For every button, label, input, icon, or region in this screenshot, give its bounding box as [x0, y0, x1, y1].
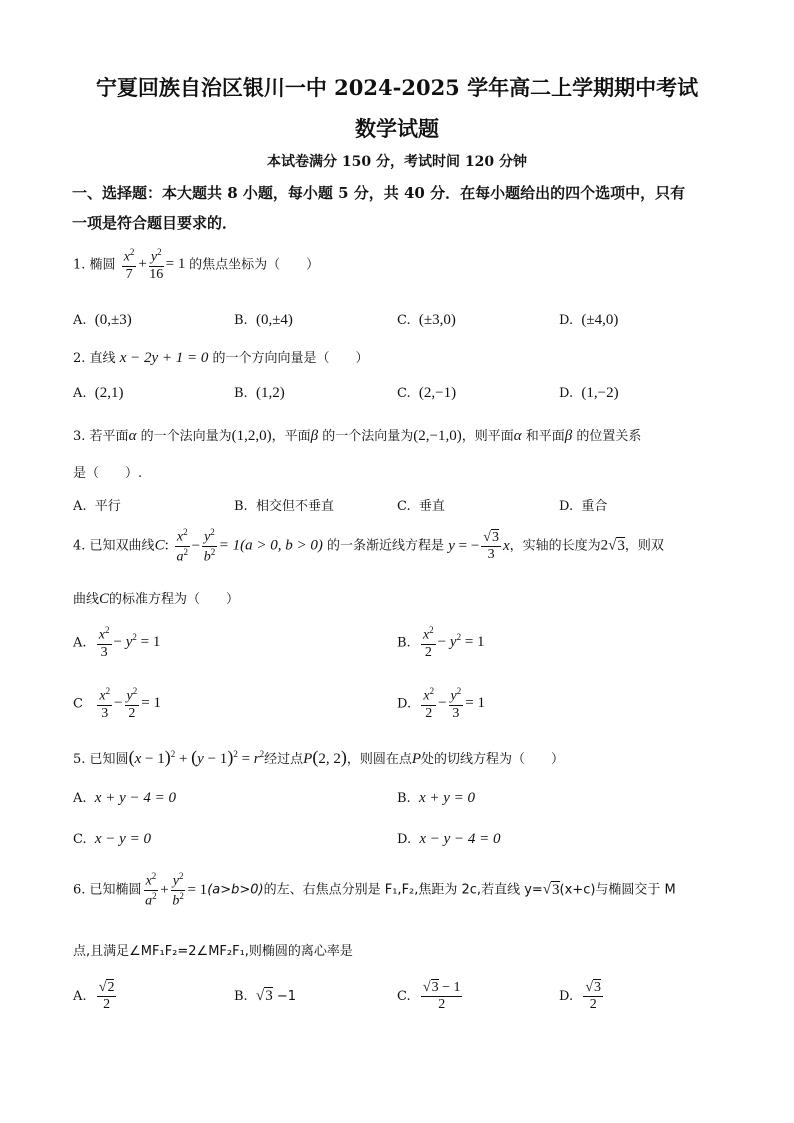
question-1 [73, 247, 319, 283]
question-6-line2: 点,且满足∠MF₁F₂=2∠MF₂F₁,则椭圆的离心率是 [73, 944, 353, 959]
q4-option-c[interactable]: C $\frac{x^2}{3}$ − $\frac{y^2}{2}$ = 1 [73, 686, 161, 721]
question-text: 椭圆 [89, 257, 116, 273]
q1-option-b[interactable]: B. (0,±4) [234, 312, 293, 328]
q1-option-d[interactable]: D. (±4,0) [559, 312, 619, 328]
q4-option-b[interactable]: B. $\frac{x^2}{2}$ − $y^2 = 1$ [397, 625, 485, 660]
question-6: 6. 已知椭圆 $\frac{x^2}{a^2}$ + $\frac{y^2}{b^2}$ = 1(a>b>0)的左、右焦点分别是 F₁,F₂,焦距为 2c,若直线 y=√3(x+c)与椭圆交于 M [73, 871, 676, 909]
subject-title: 数学试题 [355, 116, 439, 141]
question-2: 2. 直线 x − 2y + 1 = 0 的一个方向向量是（ ） [73, 350, 369, 366]
section-heading-line1: 一、选择题：本大题共 8 小题，每小题 5 分，共 40 分．在每小题给出的四个选项中，只有 [72, 184, 686, 202]
q2-option-d[interactable]: D. (1,−2) [559, 385, 619, 401]
section-heading-line2: 一项是符合题目要求的． [72, 214, 238, 232]
q2-option-b[interactable]: B. (1,2) [234, 385, 285, 401]
question-4-line2: 曲线C的标准方程为（ ） [73, 591, 240, 607]
question-text: 的焦点坐标为（ ） [189, 257, 320, 273]
q2-option-c[interactable]: C. (2,−1) [397, 385, 457, 401]
question-3: 3. 若平面α 的一个法向量为(1,2,0)，平面β 的一个法向量为(2,−1,0)，则平面α 和平面β 的位置关系 [73, 428, 642, 444]
q1-option-c[interactable]: C. (±3,0) [397, 312, 456, 328]
q3-option-d[interactable]: D. 重合 [559, 499, 608, 514]
ellipse-equation: $\frac{x^2}{7}$ + $\frac{y^2}{16}$ = 1 [123, 247, 186, 282]
q5-option-a[interactable]: A. x + y − 4 = 0 [73, 790, 176, 806]
q2-option-a[interactable]: A. (2,1) [73, 385, 124, 401]
exam-title: 宁夏回族自治区银川一中 2024-2025 学年高二上学期期中考试 [95, 75, 699, 100]
line-equation: x − 2y + 1 = 0 [119, 350, 209, 366]
question-5: 5. 已知圆$(x - 1)^2 + (y - 1)^2 = r^2$经过点P(2, 2)，则圆在点P处的切线方程为（ ） [73, 747, 565, 767]
q3-option-b[interactable]: B. 相交但不垂直 [234, 499, 334, 514]
q6-option-b[interactable]: B. √3 −1 [234, 988, 296, 1004]
q4-option-a[interactable]: A. $\frac{x^2}{3}$ − $y^2 = 1$ [73, 625, 161, 660]
exam-note: 本试卷满分 150 分，考试时间 120 分钟 [267, 154, 527, 170]
q5-option-c[interactable]: C. x − y = 0 [73, 831, 151, 847]
question-3-line2: 是（ ）. [73, 466, 143, 481]
q5-option-d[interactable]: D. x − y − 4 = 0 [397, 831, 501, 847]
q4-option-d[interactable]: D. $\frac{x^2}{2}$ − $\frac{y^2}{3}$ = 1 [397, 686, 485, 721]
question-number: 1. [73, 257, 86, 273]
q6-option-c[interactable]: C. $\frac{√3 - 1}{2}$ [397, 980, 461, 1013]
question-4: 4. 已知双曲线C: $\frac{x^2}{a^2}$ − $\frac{y^2}{b^2}$ = 1(a > 0, b > 0) 的一条渐近线方程是 y = − $\frac{√3}{3}$ x，实轴的长度为2√3，则双 [73, 527, 664, 565]
q3-option-c[interactable]: C. 垂直 [397, 499, 445, 514]
q1-option-a[interactable]: A. (0,±3) [73, 312, 132, 328]
q5-option-b[interactable]: B. x + y = 0 [397, 790, 476, 806]
q6-option-d[interactable]: D. $\frac{√3}{2}$ [559, 980, 602, 1013]
q6-option-a[interactable]: A. $\frac{√2}{2}$ [73, 980, 115, 1013]
q3-option-a[interactable]: A. 平行 [73, 499, 121, 514]
